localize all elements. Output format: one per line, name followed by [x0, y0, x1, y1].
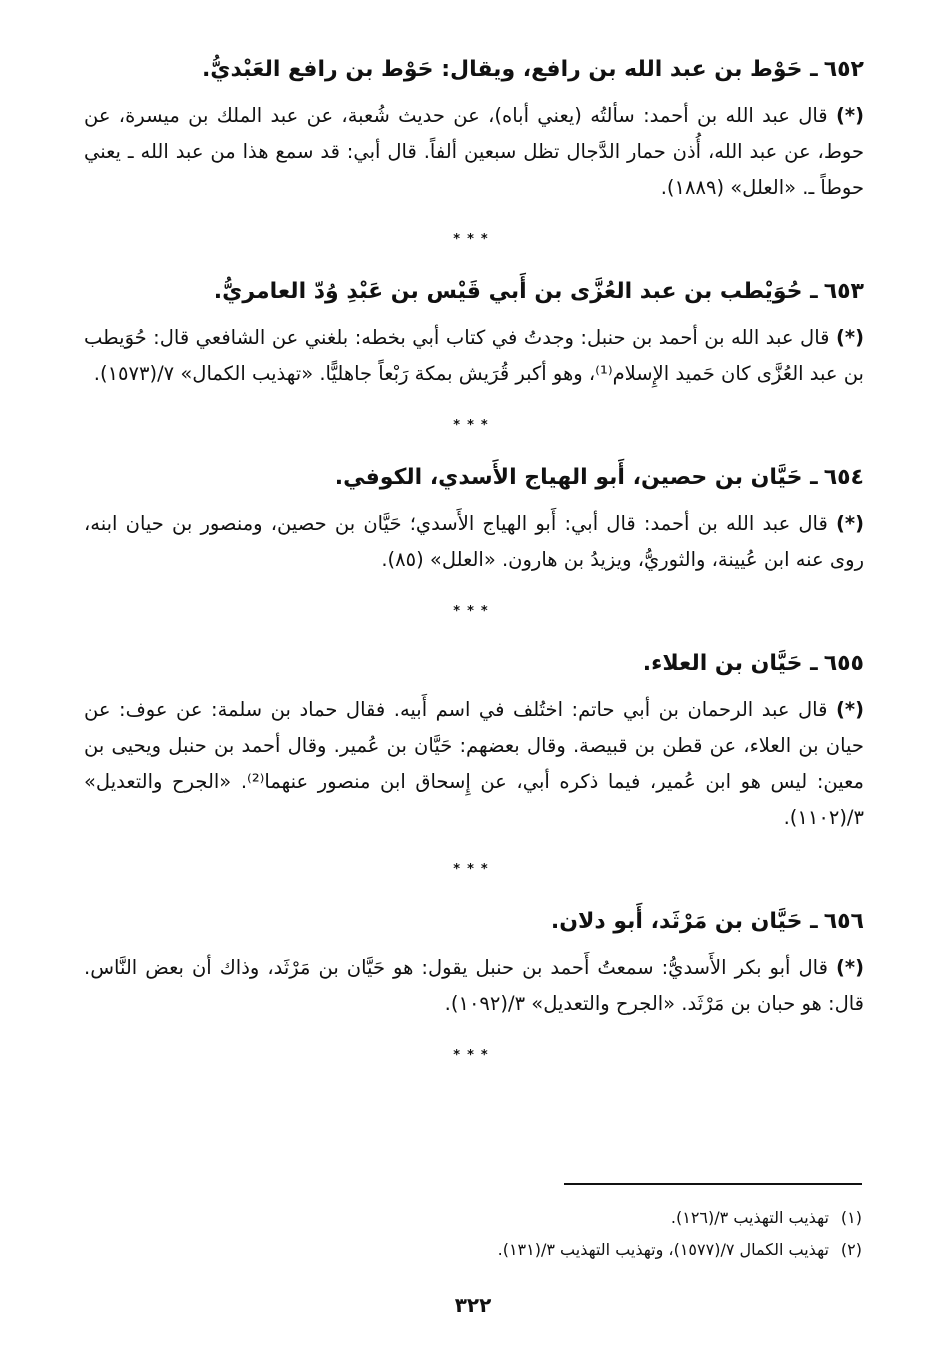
entry-heading: ـ حَوْط بن عبد الله بن رافع، ويقال: حَوْط بن رافع العَبْديُّ. [201, 57, 818, 82]
entry-title [84, 52, 864, 88]
entry-title [84, 646, 864, 682]
entry-text: قال عبد الله بن أحمد بن حنبل: وجدتُ في كتاب أبي بخطه: بلغني عن الشافعي قال: حُوَيطب بن عبد العُزَّى كان حَميد الإِسلام⁽¹⁾، وهو أكبر قُرَيش بمكة رَبْعاً جاهليًّا. «تهذيب الكمال» ٧/(١٥٧٣). [84, 326, 864, 385]
section-divider: *** [453, 604, 495, 619]
entry-656 [84, 904, 864, 1022]
entry-number: ٦٥٣ [823, 279, 864, 304]
footnote-text: تهذيب الكمال ٧/(١٥٧٧)، وتهذيب التهذيب ٣/(١٣١). [497, 1240, 829, 1259]
section-divider: *** [453, 418, 495, 433]
footnote-item [82, 1202, 862, 1234]
entry-number: ٦٥٢ [823, 57, 864, 82]
entry-body [84, 950, 864, 1022]
entry-heading: ـ حُوَيْطب بن عبد العُزَّى بن أَبي قَيْس بن عَبْدِ وُدّ العامريُّ. [213, 279, 818, 304]
entry-title [84, 274, 864, 310]
footnote-number: (٢) [840, 1240, 862, 1259]
entry-652 [84, 52, 864, 206]
entry-655 [84, 646, 864, 836]
entry-654 [84, 460, 864, 578]
entry-marker: (*) [835, 698, 864, 721]
entry-marker: (*) [835, 956, 864, 979]
entry-text: قال عبد الله بن أحمد: سألتُه (يعني أباه)، عن حديث شُعبة، عن عبد الملك بن ميسرة، عن حوط، عن عبد الله، أُذن حمار الدَّجال تظل سبعين ألفاً. قال أبي: قد سمع هذا من عبد الله ـ يعني حوطاً ـ. «العلل» (١٨٨٩). [84, 104, 864, 199]
page-number: ٣٢٢ [454, 1293, 492, 1317]
entry-number: ٦٥٥ [823, 651, 864, 676]
entry-text: قال أبو بكر الأَسديُّ: سمعتُ أَحمد بن حنبل يقول: هو حَيَّان بن مَرْثَد، وذاك أن بعض النَّاس. قال: هو حبان بن مَرْثَد. «الجرح والتعديل» ٣/(١٠٩٢). [84, 956, 864, 1015]
entry-heading: ـ حَيَّان بن العلاء. [642, 651, 818, 676]
entry-title [84, 904, 864, 940]
entry-marker: (*) [835, 512, 865, 535]
section-divider: *** [453, 1048, 495, 1063]
entry-text: قال عبد الرحمان بن أبي حاتم: اختُلف في اسم أَبيه. فقال حماد بن سلمة: عن عوف: عن حيان بن العلاء، عن قطن بن قبيصة. وقال بعضهم: حَيَّان بن عُمير. وقال أحمد بن حنبل ويحيى بن معين: ليس هو ابن عُمير، فيما ذكره أبي، عن إِسحاق ابن منصور عنهما⁽²⁾. «الجرح والتعديل» ٣/(١١٠٢). [84, 698, 864, 829]
entry-heading: ـ حَيَّان بن حصين، أَبو الهياج الأَسدي، الكوفي. [334, 465, 818, 490]
footnote-text: تهذيب التهذيب ٣/(١٢٦). [670, 1208, 829, 1227]
entry-body [84, 98, 864, 206]
footnote-number: (١) [840, 1208, 862, 1227]
entry-number: ٦٥٤ [823, 465, 864, 490]
entry-653 [84, 274, 864, 392]
footnote-rule [564, 1183, 862, 1185]
section-divider: *** [453, 862, 495, 877]
entry-text: قال عبد الله بن أحمد: قال أبي: أَبو الهياج الأَسدي؛ حَيَّان بن حصين، ومنصور بن حيان ابنه، روى عنه ابن عُيينة، والثوريُّ، ويزيدُ بن هارون. «العلل» (٨٥). [84, 512, 864, 571]
entry-marker: (*) [835, 104, 864, 127]
entry-title [84, 460, 864, 496]
entry-body [84, 506, 864, 578]
entry-body [84, 692, 864, 836]
entry-heading: ـ حَيَّان بن مَرْثَد، أَبو دلان. [550, 909, 818, 934]
entry-number: ٦٥٦ [823, 909, 864, 934]
footnote-item [82, 1234, 862, 1266]
section-divider: *** [453, 232, 495, 247]
entry-marker: (*) [835, 326, 865, 349]
footnotes [82, 1202, 862, 1266]
entry-body [84, 320, 864, 392]
